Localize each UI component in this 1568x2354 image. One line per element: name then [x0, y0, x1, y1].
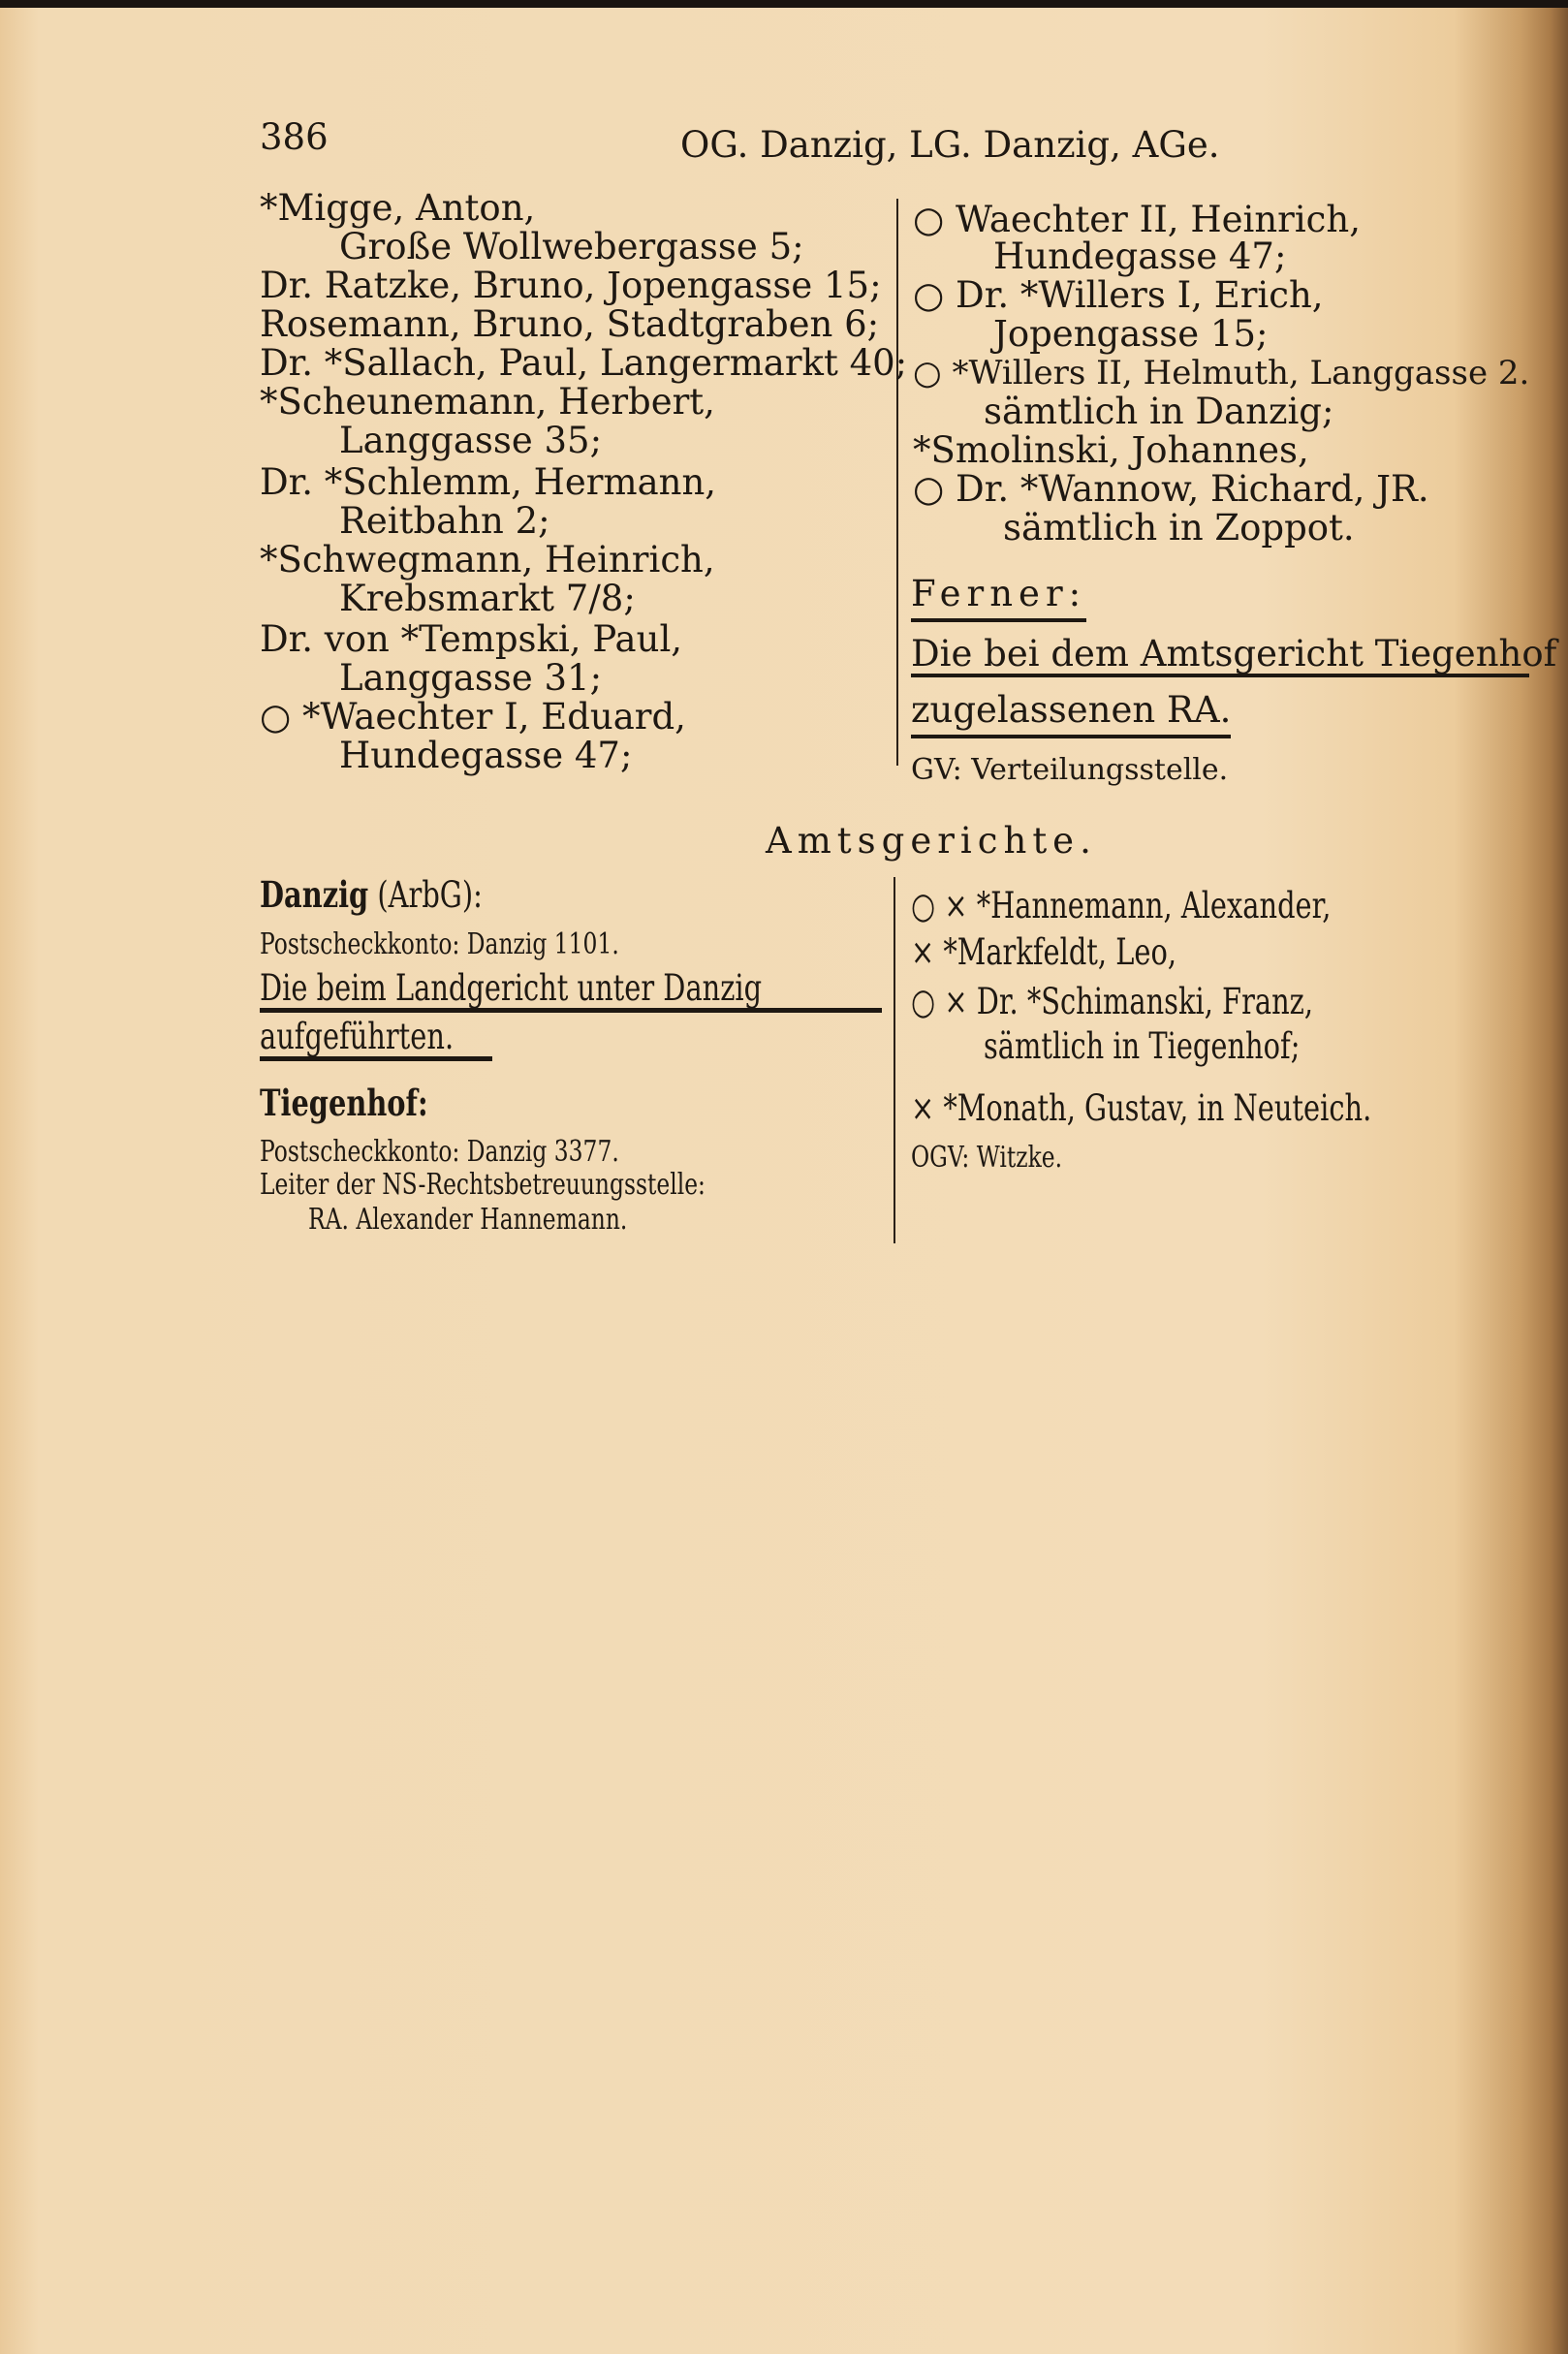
- entry-line: Langgasse 31;: [339, 657, 603, 699]
- entry-line: Rosemann, Bruno, Stadtgraben 6;: [260, 303, 880, 345]
- ferner-line-2: zugelassenen RA.: [911, 689, 1231, 738]
- entry-line: Dr. von *Tempski, Paul,: [260, 618, 683, 660]
- scan-edge: [0, 0, 1568, 8]
- entry-line: *Smolinski, Johannes,: [913, 429, 1309, 471]
- entry-line: *Schwegmann, Heinrich,: [260, 539, 715, 581]
- entry-line: sämtlich in Zoppot.: [1003, 507, 1355, 549]
- entry-line: sämtlich in Tiegenhof;: [984, 1025, 1301, 1067]
- section-title: Amtsgerichte.: [766, 820, 1097, 862]
- leiter-label: Leiter der NS-Rechtsbetreuungsstelle:: [260, 1168, 706, 1202]
- entry-line: Jopengasse 15;: [993, 313, 1269, 355]
- entry-line: Krebsmarkt 7/8;: [339, 578, 636, 619]
- entry-line: sämtlich in Danzig;: [984, 391, 1334, 432]
- entry-line: ○ × Dr. *Schimanski, Franz,: [911, 981, 1314, 1022]
- entry-line: Große Wollwebergasse 5;: [339, 226, 804, 267]
- postscheck-tiegenhof: Postscheckkonto: Danzig 3377.: [260, 1135, 619, 1169]
- ferner-label: Ferner:: [911, 573, 1086, 622]
- entry-line: ○ Waechter II, Heinrich,: [913, 199, 1361, 240]
- entry-line: *Scheunemann, Herbert,: [260, 381, 715, 423]
- leiter-name: RA. Alexander Hannemann.: [308, 1203, 628, 1237]
- ogv-note: OGV: Witzke.: [911, 1141, 1063, 1175]
- entry-line: ○ Dr. *Willers I, Erich,: [913, 274, 1324, 316]
- entry-line: *Migge, Anton,: [260, 187, 536, 229]
- gv-note: GV: Verteilungsstelle.: [911, 753, 1229, 787]
- entry-line: × *Markfeldt, Leo,: [911, 931, 1177, 973]
- danzig-line-2: aufgeführten.: [260, 1016, 455, 1057]
- entry-line: ○ *Waechter I, Eduard,: [260, 696, 686, 738]
- ferner-line-1: Die bei dem Amtsgericht Tiegenhof: [911, 633, 1557, 675]
- danzig-line-1: Die beim Landgericht unter Danzig: [260, 967, 763, 1009]
- running-title: OG. Danzig, LG. Danzig, AGe.: [680, 124, 1220, 166]
- court-title-tiegenhof: Tiegenhof:: [260, 1082, 428, 1124]
- entry-line: ○ *Willers II, Helmuth, Langgasse 2.: [913, 354, 1530, 392]
- entry-line: Dr. *Sallach, Paul, Langermarkt 40;: [260, 342, 908, 384]
- column-divider: [894, 877, 895, 1243]
- entry-line: Reitbahn 2;: [339, 500, 550, 542]
- entry-line: Hundegasse 47;: [993, 235, 1287, 277]
- column-divider: [896, 199, 898, 766]
- entry-line: Hundegasse 47;: [339, 735, 633, 776]
- entry-line: Dr. Ratzke, Bruno, Jopengasse 15;: [260, 265, 882, 306]
- court-title-danzig: Danzig: [260, 873, 369, 916]
- entry-line: ○ Dr. *Wannow, Richard, JR.: [913, 468, 1429, 510]
- entry-line: Dr. *Schlemm, Hermann,: [260, 461, 717, 503]
- court-title-suffix: (ArbG):: [368, 874, 483, 916]
- entry-line: × *Monath, Gustav, in Neuteich.: [911, 1087, 1372, 1129]
- postscheck-danzig: Postscheckkonto: Danzig 1101.: [260, 927, 619, 961]
- page-number: 386: [260, 116, 329, 158]
- entry-line: Langgasse 35;: [339, 420, 603, 461]
- entry-line: ○ × *Hannemann, Alexander,: [911, 885, 1332, 926]
